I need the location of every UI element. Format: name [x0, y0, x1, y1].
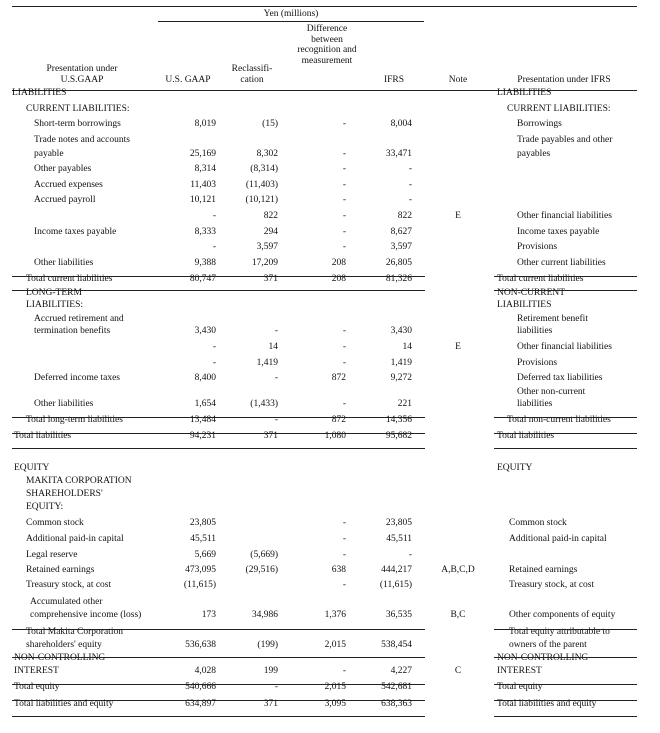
rule-before-total-liabilities-right [494, 433, 637, 434]
cell-us-gaap: (11,615) [183, 580, 216, 590]
row-label-ifrs: Other financial liabilities [517, 211, 612, 221]
cell-difference: - [342, 119, 346, 129]
cell-reclassification: 294 [263, 227, 278, 237]
cell-reclassification: 371 [263, 274, 278, 284]
rule-before-nci-right [494, 657, 637, 658]
row-label-ifrs: NON-CONTROLLING [497, 653, 589, 663]
cell-ifrs: 8,627 [390, 227, 412, 237]
row-label-us: shareholders' equity [26, 640, 102, 650]
row-label-ifrs: Other current liabilities [517, 258, 606, 268]
rule-before-nci [12, 657, 425, 658]
cell-difference: 2,015 [324, 640, 346, 650]
cell-us-gaap: 10,121 [189, 195, 216, 205]
cell-note: E [455, 211, 461, 221]
row-label-us: Total long-term liabilities [26, 415, 123, 425]
cell-reclassification: 199 [263, 666, 278, 676]
cell-ifrs: 14 [402, 342, 412, 352]
row-label-ifrs: Common stock [509, 518, 567, 528]
row-label-us: Common stock [26, 518, 84, 528]
row-label-us: Total equity [14, 682, 60, 692]
col-header-reclassification: Reclassifi-cation [231, 64, 273, 85]
row-label-us: LIABILITIES: [26, 300, 83, 310]
cell-ifrs: 538,454 [381, 640, 412, 650]
cell-ifrs: 221 [397, 399, 412, 409]
yen-group-header: Yen (millions) [263, 9, 319, 19]
row-label-us: Accumulated other [30, 597, 103, 607]
row-label-ifrs: Trade payables and other [517, 135, 613, 145]
cell-us-gaap: 5,669 [194, 550, 216, 560]
row-label-ifrs: Total liabilities [497, 431, 555, 441]
row-label-us: LIABILITIES [12, 88, 67, 98]
cell-difference: - [342, 164, 346, 174]
rule-after-total-current [12, 290, 425, 291]
cell-difference: 1,080 [324, 431, 346, 441]
cell-reclassification: 3,597 [256, 242, 278, 252]
cell-us-gaap: 23,805 [189, 518, 216, 528]
cell-us-gaap: 8,314 [194, 164, 216, 174]
row-label-ifrs: Total equity attributable to [509, 627, 610, 637]
row-label-us: Treasury stock, at cost [26, 580, 112, 590]
cell-us-gaap: - [212, 242, 216, 252]
rule-before-total-long-term [12, 417, 425, 418]
cell-reclassification: - [274, 415, 278, 425]
cell-us-gaap: 540,666 [185, 682, 216, 692]
row-label-ifrs: Other components of equity [509, 610, 616, 620]
rule-bottom-right [494, 716, 637, 717]
cell-difference: - [342, 149, 346, 159]
cell-note: B,C [450, 610, 466, 620]
row-label-ifrs: CURRENT LIABILITIES: [507, 104, 611, 114]
row-label-us: Trade notes and accounts [34, 135, 130, 145]
cell-us-gaap: - [212, 342, 216, 352]
cell-us-gaap: 473,095 [185, 565, 216, 575]
row-label-us: Deferred income taxes [34, 373, 120, 383]
cell-note: E [455, 342, 461, 352]
rule-before-total-noncurrent-right [494, 417, 637, 418]
cell-reclassification: - [274, 373, 278, 383]
row-label-us: Total liabilities [14, 431, 72, 441]
cell-us-gaap: 80,747 [189, 274, 216, 284]
cell-us-gaap: 8,400 [194, 373, 216, 383]
rule-after-total-liabilities [12, 448, 425, 449]
cell-ifrs: (11,615) [379, 580, 412, 590]
row-label-us: Accrued expenses [34, 180, 103, 190]
row-label-ifrs: liabilities [517, 399, 553, 409]
rule-before-total-makita [12, 629, 425, 630]
row-label-us: Total liabilities and equity [14, 699, 114, 709]
rule-before-total-makita-right [494, 629, 637, 630]
cell-us-gaap: 4,028 [194, 666, 216, 676]
cell-difference: - [342, 534, 346, 544]
cell-difference: 208 [331, 274, 346, 284]
cell-difference: - [342, 358, 346, 368]
cell-difference: 2,015 [324, 682, 346, 692]
row-label-us: Income taxes payable [34, 227, 117, 237]
row-label-ifrs: LIABILITIES [497, 300, 552, 310]
cell-reclassification: - [274, 326, 278, 336]
row-label-us: termination benefits [34, 326, 111, 336]
cell-ifrs: - [408, 550, 412, 560]
cell-ifrs: 444,217 [381, 565, 412, 575]
yen-group-rule [158, 21, 424, 22]
row-label-us: comprehensive income (loss) [30, 610, 142, 620]
rule-before-grand-total [12, 700, 425, 701]
cell-ifrs: 14,356 [385, 415, 412, 425]
row-label-ifrs: Other non-current [517, 387, 586, 397]
row-label-ifrs: Retained earnings [509, 565, 578, 575]
cell-difference: - [342, 518, 346, 528]
row-label-ifrs: Retirement benefit [517, 314, 588, 324]
cell-ifrs: - [408, 180, 412, 190]
cell-reclassification: - [274, 682, 278, 692]
row-label-us: Total Makita Corporation [26, 627, 123, 637]
row-label-us: INTEREST [14, 666, 59, 676]
cell-difference: 3,095 [324, 699, 346, 709]
row-label-ifrs: Deferred tax liabilities [517, 373, 603, 383]
rule-before-total-equity-right [494, 684, 637, 685]
row-label-us: NON-CONTROLLING [14, 653, 106, 663]
cell-ifrs: 95,682 [385, 431, 412, 441]
row-label-ifrs: LIABILITIES [497, 88, 552, 98]
cell-difference: 872 [331, 373, 346, 383]
cell-difference: - [342, 211, 346, 221]
cell-ifrs: 1,419 [390, 358, 412, 368]
row-label-ifrs: Borrowings [517, 119, 562, 129]
cell-us-gaap: 25,169 [189, 149, 216, 159]
col-header-us-presentation: Presentation under U.S.GAAP [46, 64, 118, 85]
cell-us-gaap: 8,333 [194, 227, 216, 237]
cell-difference: - [342, 326, 346, 336]
row-label-us: Short-term borrowings [34, 119, 121, 129]
row-label-us: Total current liabilities [26, 274, 113, 284]
row-label-ifrs: liabilities [517, 326, 553, 336]
cell-reclassification: 1,419 [256, 358, 278, 368]
cell-us-gaap: - [212, 211, 216, 221]
cell-difference: - [342, 242, 346, 252]
cell-reclassification: 371 [263, 699, 278, 709]
rule-after-total-liabilities-right [494, 448, 637, 449]
cell-reclassification: (10,121) [245, 195, 278, 205]
cell-difference: - [342, 666, 346, 676]
cell-difference: 638 [331, 565, 346, 575]
cell-reclassification: (8,314) [250, 164, 278, 174]
cell-reclassification: 8,302 [256, 149, 278, 159]
rule-before-grand-total-right [494, 700, 637, 701]
cell-ifrs: 36,535 [385, 610, 412, 620]
cell-difference: - [342, 342, 346, 352]
cell-difference: - [342, 580, 346, 590]
cell-ifrs: 9,272 [390, 373, 412, 383]
cell-reclassification: (11,403) [245, 180, 278, 190]
rule-before-total-current [12, 276, 425, 277]
rule-after-total-current-right [494, 290, 637, 291]
cell-reclassification: 17,209 [251, 258, 278, 268]
col-header-note: Note [448, 75, 468, 85]
cell-us-gaap: 536,638 [185, 640, 216, 650]
cell-ifrs: - [408, 195, 412, 205]
row-label-ifrs: Total liabilities and equity [497, 699, 597, 709]
cell-note: A,B,C,D [441, 565, 475, 575]
cell-difference: - [342, 195, 346, 205]
cell-reclassification: 14 [268, 342, 278, 352]
row-label-us: Other liabilities [34, 399, 94, 409]
row-label-ifrs: owners of the parent [509, 640, 587, 650]
cell-difference: 1,376 [324, 610, 346, 620]
row-label-us: Accrued payroll [34, 195, 96, 205]
cell-ifrs: 45,511 [386, 534, 412, 544]
col-header-difference: Difference between recognition and measurement [297, 24, 357, 66]
cell-us-gaap: 8,019 [194, 119, 216, 129]
row-label-ifrs: Total equity [497, 682, 543, 692]
rule-before-total-equity [12, 684, 425, 685]
row-label-us: EQUITY [14, 463, 50, 473]
row-label-ifrs: Total current liabilities [497, 274, 584, 284]
row-label-us: Accrued retirement and [34, 314, 124, 324]
cell-ifrs: 81,326 [385, 274, 412, 284]
cell-difference: - [342, 227, 346, 237]
rule-before-total-liabilities [12, 433, 425, 434]
row-label-ifrs: Provisions [517, 242, 558, 252]
cell-us-gaap: 45,511 [190, 534, 216, 544]
cell-ifrs: 33,471 [385, 149, 412, 159]
row-label-ifrs: NON-CURRENT [497, 288, 566, 298]
cell-us-gaap: 11,403 [190, 180, 216, 190]
cell-us-gaap: 634,897 [185, 699, 216, 709]
cell-ifrs: 8,004 [390, 119, 412, 129]
cell-us-gaap: - [212, 358, 216, 368]
cell-difference: - [342, 399, 346, 409]
row-label-ifrs: Treasury stock, at cost [509, 580, 595, 590]
col-header-ifrs: IFRS [383, 75, 405, 85]
cell-us-gaap: 9,388 [194, 258, 216, 268]
row-label-ifrs: Additional paid-in capital [509, 534, 607, 544]
cell-ifrs: - [408, 164, 412, 174]
cell-reclassification: 822 [263, 211, 278, 221]
row-label-us: EQUITY: [26, 502, 64, 512]
cell-us-gaap: 173 [201, 610, 216, 620]
top-rule [12, 6, 637, 7]
cell-us-gaap: 13,484 [189, 415, 216, 425]
cell-reclassification: (15) [262, 119, 278, 129]
rule-before-total-current-right [494, 276, 637, 277]
row-label-ifrs: Total non-current liabilities [507, 415, 611, 425]
row-label-us: Legal reserve [26, 550, 78, 560]
cell-reclassification: 34,986 [251, 610, 278, 620]
row-label-us: LONG-TERM [26, 288, 82, 298]
row-label-ifrs: Provisions [517, 358, 558, 368]
cell-us-gaap: 94,231 [189, 431, 216, 441]
cell-ifrs: 4,227 [390, 666, 412, 676]
col-header-us-gaap: U.S. GAAP [165, 75, 211, 85]
rule-bottom [12, 716, 425, 717]
cell-ifrs: 542,681 [381, 682, 412, 692]
cell-ifrs: 3,430 [390, 326, 412, 336]
row-label-us: MAKITA CORPORATION [26, 476, 132, 486]
cell-difference: 872 [331, 415, 346, 425]
cell-difference: - [342, 550, 346, 560]
row-label-ifrs: Income taxes payable [517, 227, 600, 237]
row-label-us: CURRENT LIABILITIES: [26, 104, 130, 114]
cell-ifrs: 26,805 [385, 258, 412, 268]
cell-ifrs: 638,363 [381, 699, 412, 709]
cell-reclassification: (1,433) [250, 399, 278, 409]
row-label-us: SHAREHOLDERS' [26, 489, 103, 499]
cell-note: C [454, 666, 462, 676]
row-label-us: payable [34, 149, 64, 159]
col-header-ifrs-presentation: Presentation under IFRS [517, 75, 611, 85]
row-label-ifrs: Other financial liabilities [517, 342, 612, 352]
row-label-ifrs: INTEREST [497, 666, 542, 676]
cell-reclassification: 371 [263, 431, 278, 441]
row-label-ifrs: EQUITY [497, 463, 533, 473]
cell-difference: - [342, 180, 346, 190]
cell-ifrs: 3,597 [390, 242, 412, 252]
row-label-us: Retained earnings [26, 565, 95, 575]
cell-reclassification: (5,669) [250, 550, 278, 560]
cell-ifrs: 822 [397, 211, 412, 221]
cell-us-gaap: 3,430 [194, 326, 216, 336]
row-label-us: Additional paid-in capital [26, 534, 124, 544]
cell-reclassification: (29,516) [245, 565, 278, 575]
cell-ifrs: 23,805 [385, 518, 412, 528]
cell-us-gaap: 1,654 [194, 399, 216, 409]
row-label-us: Other liabilities [34, 258, 94, 268]
row-label-us: Other payables [34, 164, 92, 174]
row-label-ifrs: payables [517, 149, 551, 159]
cell-difference: 208 [331, 258, 346, 268]
cell-reclassification: (199) [257, 640, 278, 650]
